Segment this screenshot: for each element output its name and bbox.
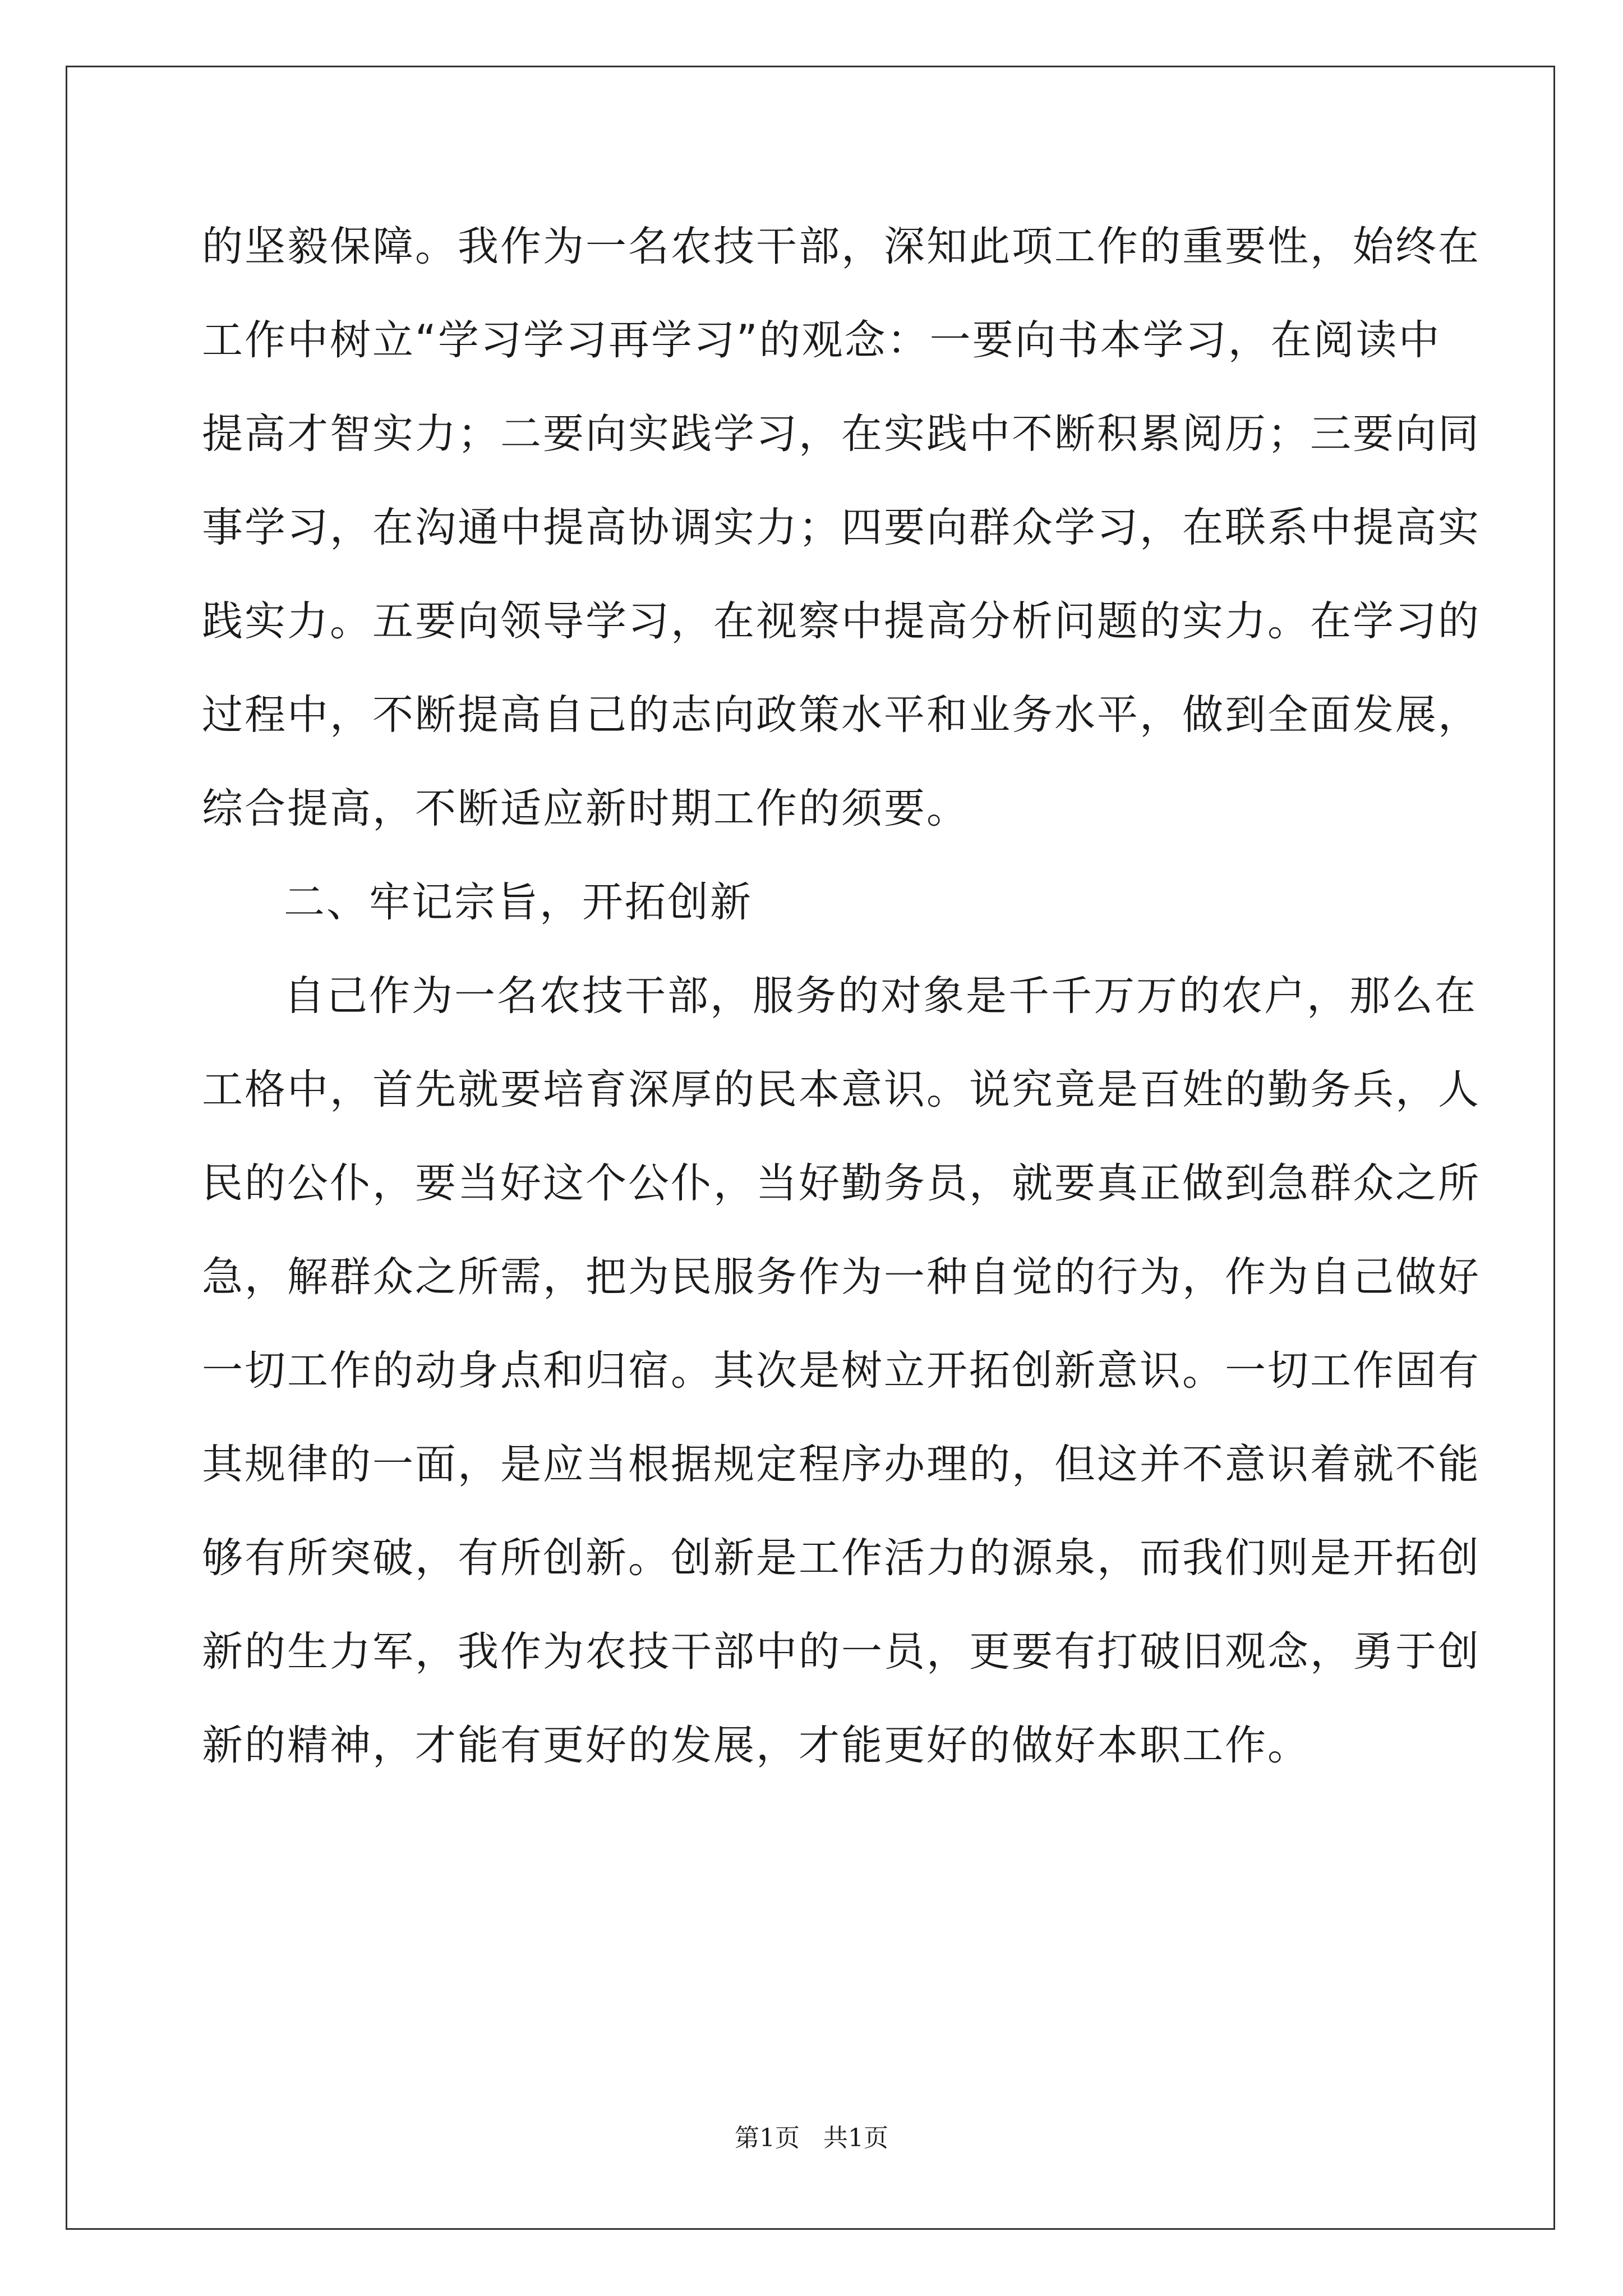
- text-line: 其规律的一面，是应当根据规定程序办理的，但这并不意识着就不能: [202, 1441, 1481, 1488]
- text-line: 够有所突破，有所创新。创新是工作活力的源泉，而我们则是开拓创: [202, 1534, 1481, 1582]
- text-line: 工作中树立“学习学习再学习”的观念：一要向书本学习，在阅读中: [202, 316, 1441, 364]
- text-line: 新的生力军，我作为农技干部中的一员，更要有打破旧观念，勇于创: [202, 1628, 1481, 1676]
- text-line: 事学习，在沟通中提高协调实力；四要向群众学习，在联系中提高实: [202, 504, 1481, 551]
- section-heading: 二、牢记宗旨，开拓创新: [284, 878, 753, 926]
- document-body: [202, 200, 1481, 1792]
- text-line: 过程中，不断提高自己的志向政策水平和业务水平，做到全面发展，: [202, 691, 1481, 739]
- text-line: 一切工作的动身点和归宿。其次是树立开拓创新意识。一切工作固有: [202, 1347, 1481, 1395]
- text-line: 提高才智实力；二要向实践学习，在实践中不断积累阅历；三要向同: [202, 410, 1481, 458]
- text-line: 新的精神，才能有更好的发展，才能更好的做好本职工作。: [202, 1722, 1310, 1769]
- text-line: 民的公仆，要当好这个公仆，当好勤务员，就要真正做到急群众之所: [202, 1159, 1481, 1207]
- text-line: 践实力。五要向领导学习，在视察中提高分析问题的实力。在学习的: [202, 597, 1481, 645]
- text-line: 工格中，首先就要培育深厚的民本意识。说究竟是百姓的勤务兵，人: [202, 1066, 1481, 1114]
- text-line: 综合提高，不断适应新时期工作的须要。: [202, 785, 969, 832]
- text-line: 自己作为一名农技干部，服务的对象是千千万万的农户，那么在: [284, 972, 1477, 1020]
- text-line: 急，解群众之所需，把为民服务作为一种自觉的行为，作为自己做好: [202, 1253, 1481, 1301]
- page-number-footer: 第1页 共1页: [735, 2124, 888, 2152]
- text-line: 的坚毅保障。我作为一名农技干部，深知此项工作的重要性，始终在: [202, 223, 1481, 270]
